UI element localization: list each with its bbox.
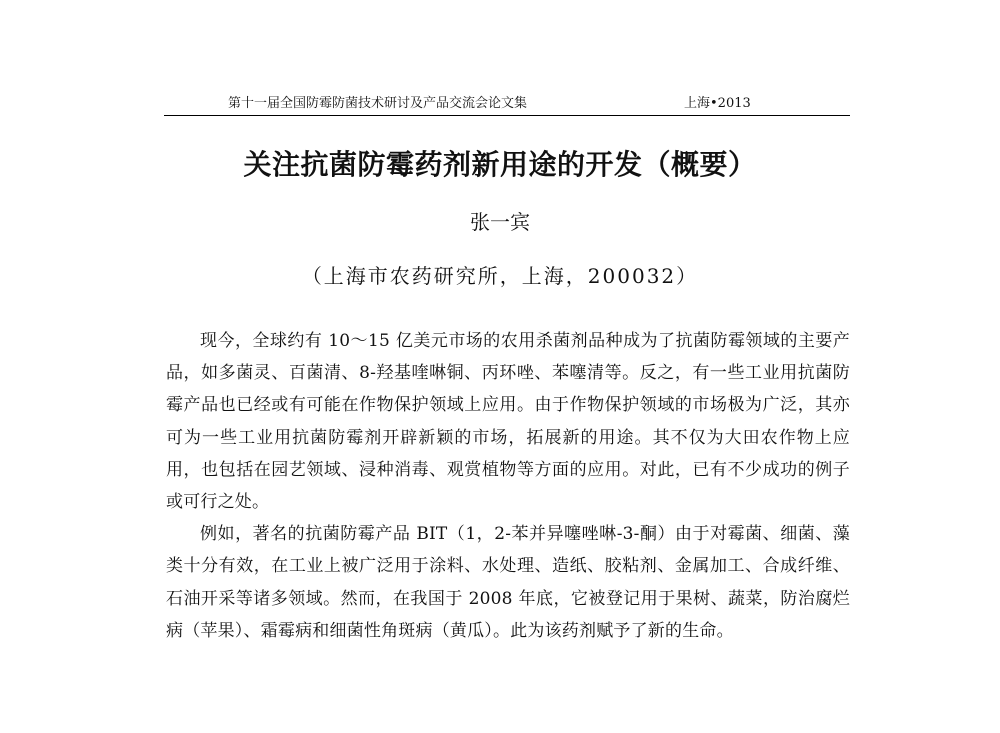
running-header bbox=[164, 93, 850, 116]
proceedings-title: 第十一届全国防霉防菌技术研讨及产品交流会论文集 bbox=[228, 96, 528, 111]
author-name: 张一宾 bbox=[470, 210, 530, 234]
article-title: 关注抗菌防霉药剂新用途的开发（概要） bbox=[243, 148, 757, 181]
conference-place-year: 上海•2013 bbox=[684, 96, 751, 111]
author-affiliation: （上海市农药研究所，上海，200032） bbox=[301, 264, 699, 288]
body-paragraph-2: 例如，著名的抗菌防霉产品 BIT（1，2-苯并异噻唑啉-3-酮）由于对霉菌、细菌、藻类十分有效，在工业上被广泛用于涂料、水处理、造纸、胶粘剂、金属加工、合成纤维、石油开采等诸多领域。然而，在我国于 2008 年底，它被登记用于果树、蔬菜，防治腐烂病（苹果）、霜霉病和细菌性角斑病（黄瓜）。此为该药剂赋予了新的生命。 bbox=[166, 524, 850, 641]
article-body bbox=[166, 325, 850, 647]
body-paragraph-1: 现今，全球约有 10～15 亿美元市场的农用杀菌剂品种成为了抗菌防霉领域的主要产品，如多菌灵、百菌清、8-羟基喹啉铜、丙环唑、苯噻清等。反之，有一些工业用抗菌防霉产品也已经或有可能在作物保护领域上应用。由于作物保护领域的市场极为广泛，其亦可为一些工业用抗菌防霉剂开辟新颖的市场，拓展新的用途。其不仅为大田农作物上应用，也包括在园艺领域、浸种消毒、观赏植物等方面的应用。对此，已有不少成功的例子或可行之处。 bbox=[166, 331, 850, 513]
